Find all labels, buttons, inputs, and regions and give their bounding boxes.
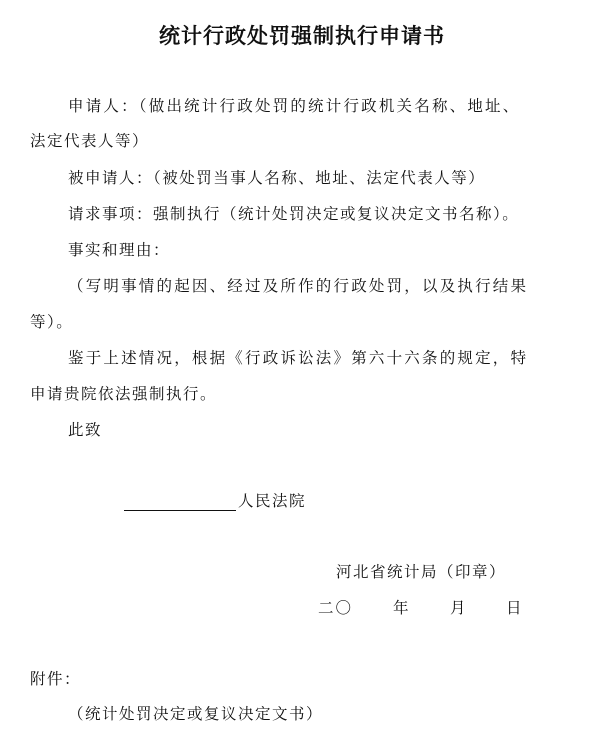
facts-line-1: （写明事情的起因、经过及所作的行政处罚，以及执行结果 xyxy=(68,277,529,295)
attachment-heading: 附件： xyxy=(30,670,82,688)
applicant-line-2: 法定代表人等） xyxy=(30,132,150,150)
request-line: 请求事项：强制执行（统计处罚决定或复议决定文书名称）。 xyxy=(68,205,520,223)
facts-line-2: 等）。 xyxy=(30,313,74,331)
applicant-line-1: 申请人：（做出统计行政处罚的统计行政机关名称、地址、 xyxy=(68,97,521,115)
court-suffix: 人民法院 xyxy=(238,492,307,510)
date-year-label: 年 xyxy=(393,599,409,617)
date-day-label: 日 xyxy=(506,599,522,617)
date-month-label: 月 xyxy=(450,599,466,617)
document-title: 统计行政处罚强制执行申请书 xyxy=(159,24,445,48)
attachment-item: （统计处罚决定或复议决定文书） xyxy=(68,705,324,723)
facts-heading: 事实和理由： xyxy=(68,241,171,259)
basis-line-1: 鉴于上述情况，根据《行政诉讼法》第六十六条的规定，特 xyxy=(68,349,529,367)
respondent-line: 被申请人：（被处罚当事人名称、地址、法定代表人等） xyxy=(68,169,486,187)
court-name-blank xyxy=(124,494,236,511)
date-year-prefix: 二〇 xyxy=(318,599,354,617)
salutation: 此致 xyxy=(68,421,103,439)
basis-line-2: 申请贵院依法强制执行。 xyxy=(30,385,218,403)
court-line xyxy=(124,491,306,511)
issuer-line: 河北省统计局（印章） xyxy=(336,563,507,581)
